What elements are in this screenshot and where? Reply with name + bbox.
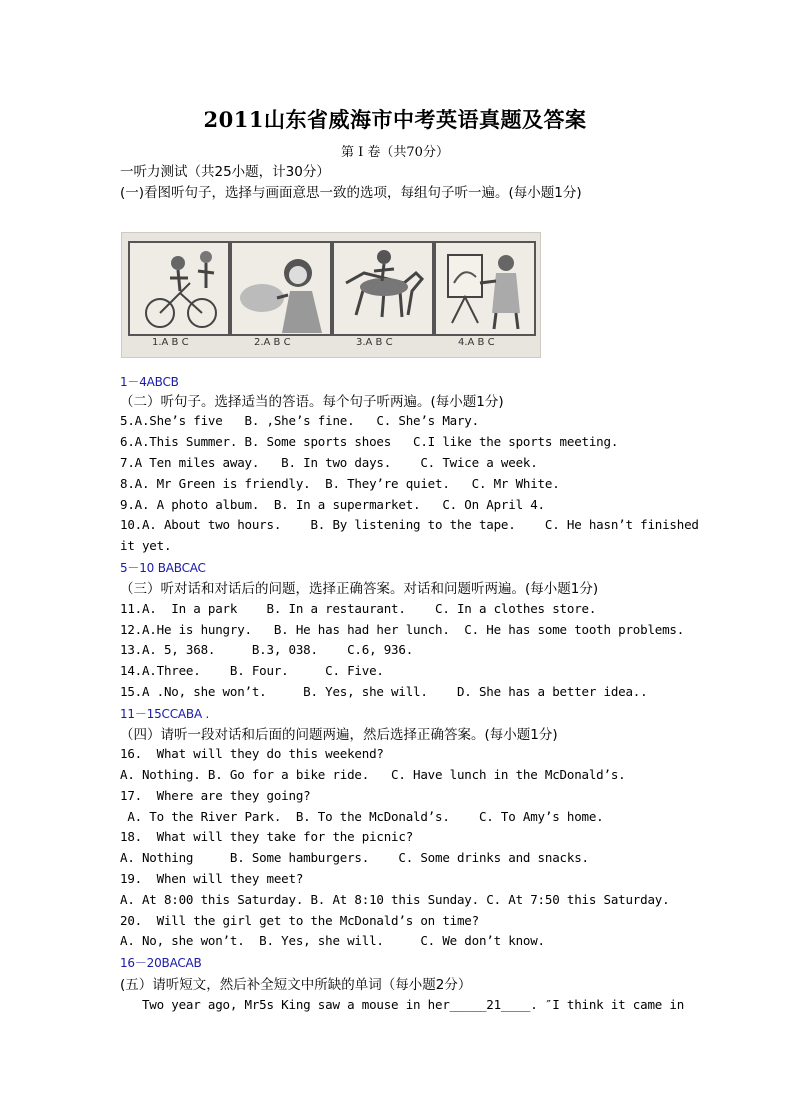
question-12: 12.A.He is hungry. B. He has had her lunch. C. He has some tooth problems. — [120, 622, 685, 637]
question-6: 6.A.This Summer. B. Some sports shoes C.I like the sports meeting. — [120, 434, 619, 449]
answer-key-1: 1－4ABCB — [120, 375, 179, 389]
picture-panel-4 — [434, 241, 536, 336]
picture-label-3: 3.A B C — [356, 337, 393, 348]
question-7: 7.A Ten miles away. B. In two days. C. Twice a week. — [120, 455, 538, 470]
picture-label-2: 2.A B C — [254, 337, 291, 348]
question-14: 14.A.Three. B. Four. C. Five. — [120, 663, 384, 678]
question-18-options: A. Nothing B. Some hamburgers. C. Some drinks and snacks. — [120, 850, 589, 865]
picture-panel-2 — [230, 241, 332, 336]
document-title: 2011山东省威海市中考英语真题及答案 — [203, 107, 587, 132]
part3-instruction: （三）听对话和对话后的问题，选择正确答案。对话和问题听两遍。(每小题1分) — [120, 581, 599, 597]
part1-instruction: (一)看图听句子，选择与画面意思一致的选项，每组句子听一遍。(每小题1分) — [120, 185, 582, 201]
section-heading: 一听力测试（共25小题，计30分） — [120, 164, 330, 180]
question-18: 18. What will they take for the picnic? — [120, 829, 414, 844]
listening-picture-strip — [121, 232, 541, 358]
picture-panel-3 — [332, 241, 434, 336]
passage-text: Two year ago, Mr5s King saw a mouse in her_____21____. ″I think it came in — [120, 997, 685, 1012]
question-20-options: A. No, she won’t. B. Yes, she will. C. We don’t know. — [120, 933, 545, 948]
paper-subtitle: 第 I 卷（共70分） — [341, 145, 449, 160]
part4-instruction: （四）请听一段对话和后面的问题两遍，然后选择正确答案。(每小题1分) — [120, 727, 558, 743]
picture-label-4: 4.A B C — [458, 337, 495, 348]
question-10-continued: it yet. — [120, 538, 172, 553]
question-19: 19. When will they meet? — [120, 871, 304, 886]
question-17-options: A. To the River Park. B. To the McDonald’s. C. To Amy’s home. — [120, 809, 604, 824]
part5-instruction: (五）请听短文，然后补全短文中所缺的单词（每小题2分） — [120, 977, 472, 993]
question-8: 8.A. Mr Green is friendly. B. They’re quiet. C. Mr White. — [120, 476, 560, 491]
picture-panel-1 — [128, 241, 230, 336]
question-20: 20. Will the girl get to the McDonald’s on time? — [120, 913, 479, 928]
answer-key-4: 16－20BACAB — [120, 956, 202, 970]
question-5: 5.A.She’s five B. ,She’s fine. C. She’s Mary. — [120, 413, 479, 428]
question-11: 11.A. In a park B. In a restaurant. C. In a clothes store. — [120, 601, 597, 616]
question-19-options: A. At 8:00 this Saturday. B. At 8:10 this Sunday. C. At 7:50 this Saturday. — [120, 892, 670, 907]
answer-key-2: 5－10 BABCAC — [120, 561, 206, 575]
part2-instruction: （二）听句子。选择适当的答语。每个句子听两遍。(每小题1分) — [120, 394, 504, 410]
question-9: 9.A. A photo album. B. In a supermarket. C. On April 4. — [120, 497, 545, 512]
answer-key-3: 11－15CCABA . — [120, 707, 210, 721]
picture-label-1: 1.A B C — [152, 337, 189, 348]
question-16-options: A. Nothing. B. Go for a bike ride. C. Have lunch in the McDonald’s. — [120, 767, 626, 782]
question-15: 15.A .No, she won’t. B. Yes, she will. D. She has a better idea.. — [120, 684, 648, 699]
question-13: 13.A. 5, 368. B.3, 038. C.6, 936. — [120, 642, 414, 657]
question-10: 10.A. About two hours. B. By listening to the tape. C. He hasn’t finished — [120, 517, 699, 532]
question-17: 17. Where are they going? — [120, 788, 311, 803]
question-16: 16. What will they do this weekend? — [120, 746, 384, 761]
